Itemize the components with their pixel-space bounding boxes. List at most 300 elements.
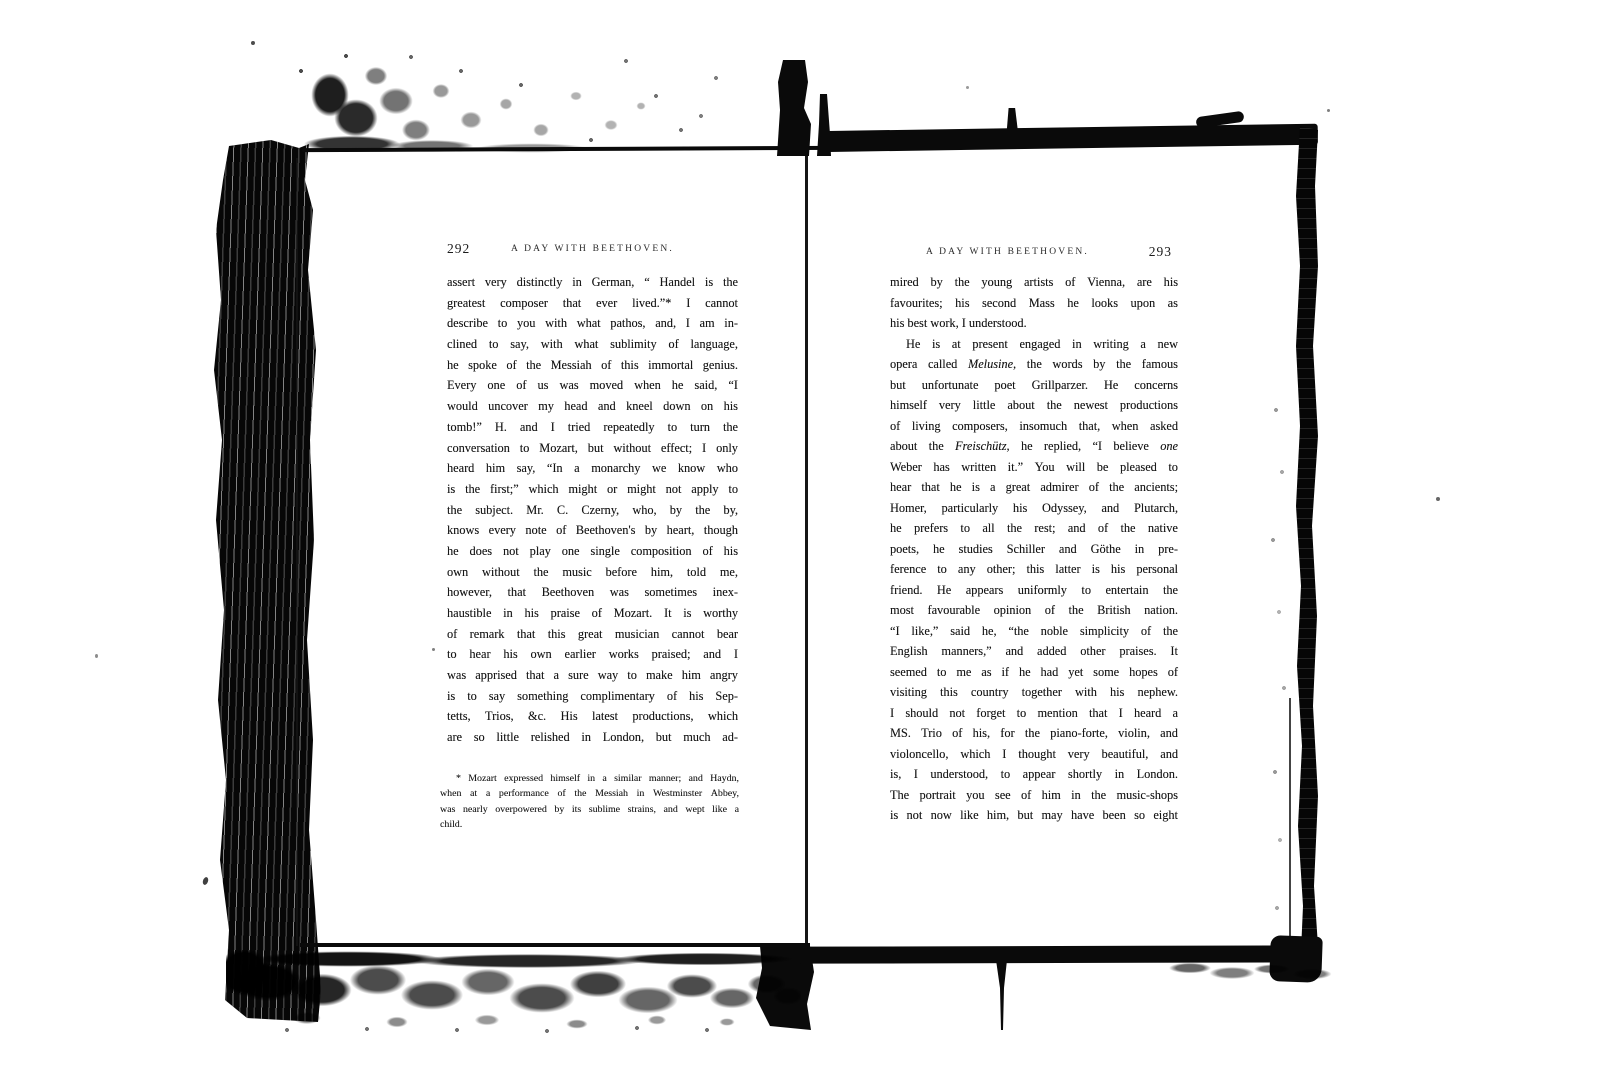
word: nephew. — [1137, 685, 1178, 699]
word: the — [1162, 623, 1178, 638]
word: his — [689, 688, 704, 703]
word: much — [683, 730, 711, 745]
word: Sep- — [715, 688, 738, 703]
word: way — [597, 668, 619, 683]
word: he — [890, 521, 902, 535]
word: hopes — [1129, 664, 1158, 679]
word: of — [668, 337, 679, 352]
word: the — [928, 439, 944, 453]
word: newest — [1073, 398, 1108, 412]
word: London, — [602, 730, 645, 745]
word: noble — [1040, 623, 1068, 638]
word: manners,” — [941, 644, 992, 658]
word: say, — [510, 337, 529, 352]
word: entertain — [1105, 582, 1149, 597]
word: or — [606, 481, 618, 496]
word: conversation — [447, 440, 510, 455]
word: Messiah — [550, 357, 592, 372]
word: H. — [494, 419, 507, 434]
text-line — [447, 644, 738, 665]
word: play — [529, 543, 551, 558]
word: but — [587, 440, 604, 455]
word: of — [591, 606, 602, 620]
word: his — [1110, 562, 1126, 576]
word: the — [1120, 521, 1136, 535]
running-head: A DAY WITH BEETHOVEN. — [926, 247, 1090, 257]
text-line — [890, 416, 1178, 437]
word: that — [921, 480, 940, 494]
word: he — [1020, 439, 1033, 453]
word: with — [545, 316, 567, 331]
word: his — [1012, 500, 1028, 515]
word: at — [951, 336, 961, 351]
smudge-fringe-bottom-right — [1160, 962, 1340, 986]
text-line — [890, 477, 1178, 498]
word: of — [890, 418, 901, 433]
word: is — [447, 481, 456, 496]
word: works — [608, 647, 639, 662]
word: the — [533, 564, 549, 579]
word: Freischütz, — [955, 439, 1010, 453]
word: might — [568, 481, 598, 496]
word: which — [707, 709, 738, 724]
word: the — [722, 419, 738, 434]
word: I — [550, 419, 555, 434]
word: about — [1007, 398, 1035, 412]
word: will — [1066, 459, 1086, 474]
word: added — [1037, 644, 1067, 658]
text-line — [890, 600, 1178, 621]
word: about — [890, 439, 918, 453]
word: him — [1041, 787, 1061, 802]
word: the — [1162, 582, 1178, 597]
word: sometimes — [644, 585, 698, 600]
word: I — [733, 647, 738, 662]
word: a — [553, 668, 559, 683]
word: the — [1024, 726, 1040, 740]
word: Trios, — [484, 709, 514, 724]
word: not — [503, 543, 519, 558]
word: of — [1020, 787, 1032, 802]
word: should — [905, 705, 939, 720]
word: by — [644, 523, 658, 538]
word: Mozart. — [613, 606, 653, 620]
word: latest — [592, 709, 618, 724]
word: of — [702, 543, 713, 558]
text-line — [447, 272, 738, 293]
word: own — [447, 564, 469, 579]
word: asked — [1149, 418, 1178, 433]
word: in — [636, 788, 645, 800]
word: relished — [530, 730, 570, 745]
word: is — [1091, 562, 1100, 576]
word: what — [576, 316, 601, 331]
word: repeatedly — [603, 419, 655, 434]
word: is — [890, 808, 899, 822]
word: C. — [556, 502, 569, 517]
word: The — [890, 787, 910, 802]
word: pleased — [1119, 459, 1157, 474]
word: &c. — [528, 709, 547, 724]
word: this — [1026, 562, 1045, 576]
word: mired — [890, 275, 919, 289]
word: in — [1114, 767, 1125, 781]
word: other; — [986, 562, 1016, 576]
word: one — [487, 378, 506, 393]
word: violin, — [1118, 726, 1150, 740]
word: cannot — [671, 626, 705, 641]
left-page-body — [447, 272, 738, 748]
text-line — [890, 498, 1178, 519]
text-line — [447, 665, 738, 686]
word: native — [1147, 521, 1178, 535]
word: favourites; — [890, 295, 943, 310]
word: in — [581, 730, 591, 745]
word: little — [972, 398, 996, 412]
ink-drip-bottom — [996, 960, 1007, 1030]
word: to — [728, 481, 738, 496]
word: Mass — [1028, 295, 1055, 310]
word: Schiller — [1006, 541, 1045, 556]
word: the — [1026, 357, 1042, 371]
word: worthy — [703, 606, 738, 620]
text-line — [447, 500, 738, 521]
page-edge-shadow-right — [1294, 126, 1318, 978]
word: written — [961, 459, 997, 474]
word: he — [932, 541, 945, 556]
text-line — [890, 641, 1178, 662]
text-line — [890, 559, 1178, 580]
word: knows — [447, 523, 480, 538]
word: which — [960, 746, 991, 761]
word: of — [601, 357, 612, 372]
word: does — [469, 543, 493, 558]
word: apprised — [475, 668, 517, 683]
word: when — [634, 378, 661, 393]
word: Trio — [921, 726, 942, 740]
word: the — [574, 788, 587, 800]
page-inner-speckles-right — [1268, 388, 1290, 928]
word: English — [890, 644, 928, 658]
text-line — [440, 771, 739, 786]
word: heard — [447, 461, 475, 476]
word: not — [906, 808, 923, 822]
word: know — [677, 461, 706, 476]
word: my — [538, 399, 554, 414]
text-line — [447, 438, 738, 459]
word: productions, — [632, 709, 694, 724]
text-line — [447, 479, 738, 500]
word: country — [970, 685, 1009, 699]
text-line — [447, 417, 738, 438]
word: in — [572, 275, 582, 289]
word: composition — [630, 543, 692, 558]
word: the — [722, 275, 738, 289]
word: mention — [1037, 705, 1078, 720]
word: “I — [1092, 439, 1103, 453]
word: nearly — [462, 803, 488, 815]
word: to — [1081, 582, 1091, 597]
word: “ — [644, 275, 650, 289]
word: to — [497, 316, 508, 331]
word: Göthe — [1090, 541, 1121, 556]
word: earlier — [564, 647, 596, 662]
word: I — [685, 316, 690, 331]
word: I — [686, 295, 691, 310]
text-line — [447, 562, 738, 583]
word: Melusine, — [967, 357, 1017, 371]
word: of — [1167, 664, 1178, 679]
text-line — [890, 518, 1178, 539]
word: similar — [614, 773, 642, 784]
word: now — [930, 808, 952, 822]
text-line — [447, 375, 738, 396]
word: of — [1065, 275, 1076, 289]
word: lived.”* — [632, 295, 672, 310]
text-line — [447, 706, 738, 727]
word: I — [1118, 705, 1123, 720]
word: immortal — [648, 357, 694, 372]
text-line — [890, 682, 1178, 703]
word: which — [528, 481, 559, 496]
page-edge-shadow-left — [213, 140, 325, 1022]
word: of — [1088, 480, 1099, 494]
word: language, — [690, 337, 738, 352]
word: particularly — [941, 500, 999, 515]
word: his — [723, 543, 738, 558]
word: His — [560, 709, 578, 724]
text-line — [890, 436, 1178, 457]
word: him — [681, 668, 701, 683]
word: favourable — [927, 603, 981, 617]
word: bear — [716, 626, 738, 641]
word: performance — [498, 788, 549, 800]
word: to — [447, 647, 457, 662]
word: first;” — [489, 481, 519, 496]
text-line — [447, 396, 738, 417]
word: to — [1000, 767, 1011, 781]
word: turn — [690, 419, 710, 434]
word: if — [1001, 664, 1009, 679]
word: present — [972, 336, 1008, 351]
word: He — [906, 336, 921, 351]
word: music-shops — [1116, 787, 1178, 802]
word: nation. — [1144, 603, 1178, 617]
word: moved — [589, 378, 624, 393]
text-line — [447, 334, 738, 355]
word: himself — [550, 773, 581, 784]
word: was — [447, 668, 467, 683]
text-line — [440, 802, 739, 817]
word: that, — [1078, 418, 1101, 433]
word: clined — [447, 337, 478, 352]
word: by — [1093, 357, 1106, 371]
word: rest; — [1034, 521, 1056, 535]
word: the — [954, 275, 970, 289]
word: studies — [958, 541, 993, 556]
word: tetts, — [447, 709, 471, 724]
word: Mozart, — [539, 440, 578, 455]
ink-spur-small — [1006, 108, 1019, 140]
word: to — [1168, 459, 1178, 474]
word: so — [473, 730, 485, 745]
word: artists — [1023, 275, 1054, 289]
text-line — [447, 727, 738, 748]
word: his — [1109, 685, 1125, 699]
word: inex- — [712, 585, 738, 600]
word: Haydn, — [710, 773, 739, 784]
word: unfortunate — [921, 377, 979, 392]
word: by — [669, 502, 683, 517]
word: but — [1017, 808, 1034, 822]
word: of — [447, 626, 458, 641]
word: violoncello, — [890, 746, 949, 761]
word: hear — [890, 480, 912, 494]
word: he — [1067, 295, 1079, 310]
word: greatest — [447, 295, 486, 310]
word: not — [949, 705, 966, 720]
word: said — [950, 623, 971, 638]
word: eight — [1153, 808, 1178, 822]
word: by — [930, 275, 943, 289]
scan-speckle — [432, 648, 435, 651]
word: new — [1157, 336, 1178, 351]
word: forget — [976, 705, 1006, 720]
word: assert — [447, 275, 475, 289]
word: young — [981, 275, 1013, 289]
word: to — [936, 664, 947, 679]
left-running-head-row — [447, 243, 738, 259]
word: “I — [728, 378, 738, 393]
word: musician — [614, 626, 660, 641]
word: in — [1134, 541, 1145, 556]
text-line — [890, 272, 1178, 293]
word: cannot — [705, 295, 738, 310]
word: in- — [724, 316, 738, 331]
word: when — [1111, 418, 1139, 433]
word: and — [1160, 746, 1178, 761]
word: him, — [986, 808, 1010, 822]
word: simplicity — [1079, 623, 1130, 638]
word: and — [663, 803, 678, 815]
text-line — [447, 355, 738, 376]
word: sublime — [588, 803, 621, 815]
word: of — [516, 378, 527, 393]
word: his — [524, 606, 539, 620]
word: am — [699, 316, 715, 331]
word: a — [990, 480, 996, 494]
word: in — [503, 606, 513, 620]
word: that — [516, 626, 536, 641]
word: friend. — [890, 582, 923, 597]
word: but — [655, 730, 672, 745]
page-inner-edge-line-left — [296, 158, 298, 946]
word: to — [960, 521, 970, 535]
word: this — [940, 685, 958, 699]
word: is — [971, 480, 980, 494]
word: that — [507, 585, 526, 600]
word: famous — [1141, 357, 1178, 371]
word: wept — [685, 803, 705, 815]
word: expressed — [504, 773, 544, 784]
word: upon — [1130, 295, 1156, 310]
word: praises. — [1119, 644, 1157, 658]
gutter-shadow-line — [805, 153, 808, 953]
word: personal — [1136, 562, 1178, 576]
word: had — [1040, 664, 1059, 679]
word: some — [1093, 664, 1120, 679]
text-line — [447, 686, 738, 707]
word: replied, — [1043, 439, 1082, 453]
page-number: 292 — [447, 241, 471, 256]
word: writing — [1093, 336, 1129, 351]
word: ever — [596, 295, 618, 310]
word: something — [517, 688, 569, 703]
text-line — [890, 395, 1178, 416]
text-line — [440, 786, 739, 801]
word: believe — [1113, 439, 1149, 453]
text-line — [447, 313, 738, 334]
word: sure — [568, 668, 589, 683]
word: when — [440, 788, 462, 800]
text-line — [890, 293, 1178, 314]
word: and, — [655, 316, 677, 331]
page-number: 293 — [1148, 244, 1172, 259]
word: Plutarch, — [1133, 500, 1178, 515]
word: composer — [500, 295, 548, 310]
word: in — [1071, 787, 1081, 802]
word: “the — [1008, 623, 1029, 638]
text-line — [447, 603, 738, 624]
word: spoke — [468, 357, 497, 372]
word: has — [933, 459, 950, 474]
word: productions — [1119, 398, 1178, 412]
word: pathos, — [610, 316, 646, 331]
scan-speckle — [202, 876, 209, 885]
word: describe — [447, 316, 488, 331]
text-line — [447, 293, 738, 314]
word: words — [1052, 357, 1083, 371]
word: without — [482, 564, 520, 579]
text-line — [447, 582, 738, 603]
word: been — [1102, 808, 1126, 822]
word: he — [447, 543, 459, 558]
word: distinctly — [516, 275, 563, 289]
word: and — [1160, 726, 1178, 740]
word: his, — [972, 726, 991, 740]
word: tried — [567, 419, 591, 434]
word: of — [1097, 521, 1109, 535]
word: the — [447, 502, 463, 517]
word: note — [525, 523, 547, 538]
word: his — [1163, 275, 1178, 289]
word: like — [960, 808, 979, 822]
text-line — [890, 354, 1178, 375]
word: seemed — [890, 664, 927, 679]
word: he — [447, 357, 459, 372]
word: kneel — [626, 399, 653, 414]
word: most — [890, 603, 914, 617]
text-line — [890, 580, 1178, 601]
word: it.” — [1007, 459, 1024, 474]
word: would — [447, 399, 478, 414]
word: he, — [981, 623, 997, 638]
word: me, — [719, 564, 738, 579]
word: beautiful, — [1101, 746, 1149, 761]
word: the — [1116, 357, 1132, 371]
word: of — [557, 788, 566, 800]
word: in — [1072, 336, 1082, 351]
